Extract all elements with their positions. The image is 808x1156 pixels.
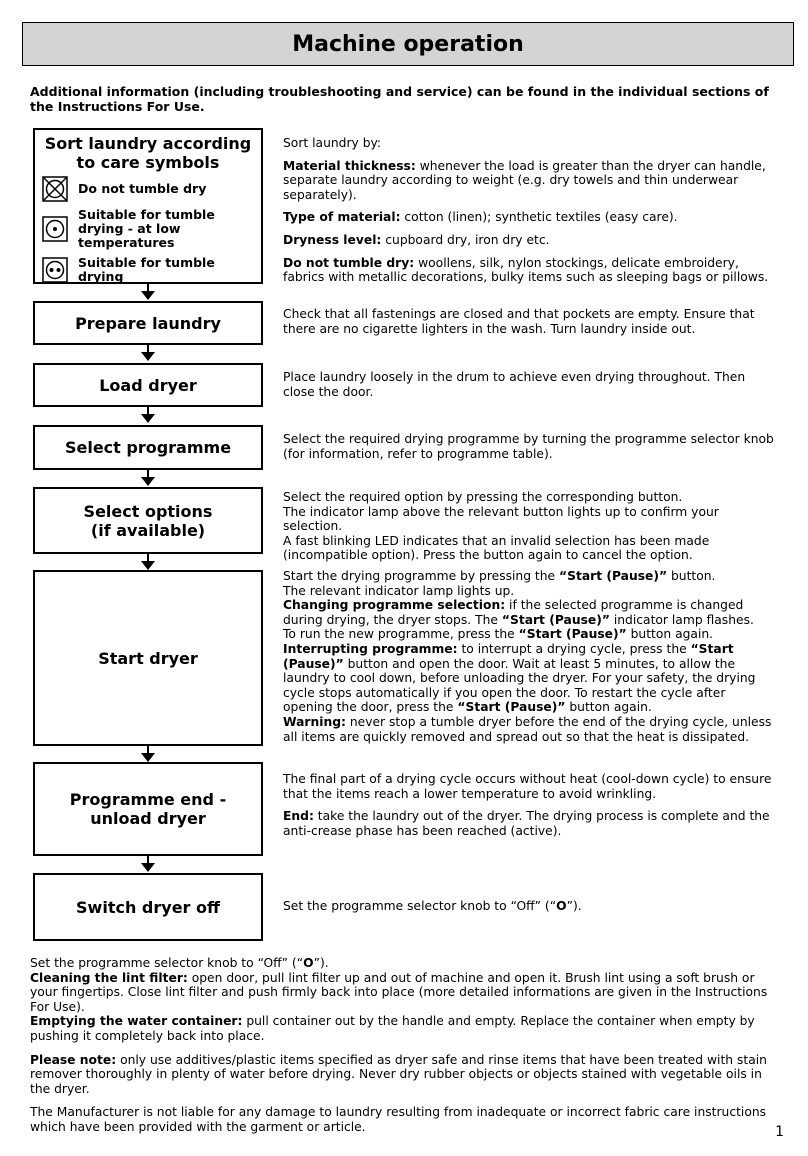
page-number: 1 — [775, 1124, 784, 1140]
step-prepare-laundry — [33, 301, 263, 345]
step-title-line2: (if available) — [90, 520, 206, 540]
step-title-line2: unload dryer — [90, 809, 206, 828]
desc-line: The final part of a drying cycle occurs without heat (cool-down cycle) to ensure that the items reach a lower temperature to avoid wrinkling. — [283, 772, 772, 801]
desc-load-dryer: Place laundry loosely in the drum to achieve even drying throughout. Then close the door. — [283, 370, 746, 399]
flow-arrow-icon — [141, 414, 155, 423]
symbol-row-do-not-tumble — [42, 176, 254, 202]
desc-sort-laundry — [283, 136, 778, 293]
flow-arrow-icon — [141, 863, 155, 872]
desc-line: Select the required option by pressing the corresponding button. — [283, 490, 683, 504]
step-switch-off — [33, 873, 263, 941]
desc-prepare-laundry: Check that all fastenings are closed and that pockets are empty. Ensure that there are no cigarette lighters in the wash. Turn laundry inside out. — [283, 307, 755, 336]
symbol-row-tumble-low — [42, 208, 254, 250]
flow-arrow-icon — [141, 753, 155, 762]
step-select-programme — [33, 425, 263, 470]
desc-line: Start the drying programme by pressing the “Start (Pause)” button. — [283, 569, 716, 583]
desc-line: End: take the laundry out of the dryer. The drying process is complete and the anti-crease phase has been reached (active). — [283, 809, 770, 838]
step-title: Switch dryer off — [76, 897, 220, 917]
step-title-line1: Programme end - — [69, 790, 227, 809]
step-title: Prepare laundry — [75, 313, 221, 333]
step-load-dryer — [33, 363, 263, 407]
step-sort-title: Sort laundry according to care symbols — [44, 134, 252, 172]
flow-arrow-icon — [141, 477, 155, 486]
step-title: Select programme — [64, 438, 232, 457]
desc-select-programme: Select the required drying programme by turning the programme selector knob (for information, refer to programme table). — [283, 432, 774, 461]
desc-sort-item: Dryness level: cupboard dry, iron dry etc. — [283, 232, 550, 247]
desc-sort-item: Material thickness: whenever the load is greater than the dryer can handle, separate laundry according to weight (e.g. dry towels and thin underwear separately). — [283, 158, 766, 202]
desc-line: Changing programme selection: if the selected programme is changed during drying, the dryer stops. The “Start (Pause)” indicator lamp flashes. — [283, 598, 754, 627]
tumble-dry-low-icon — [42, 216, 68, 242]
desc-programme-end — [283, 772, 778, 846]
desc-start-dryer — [283, 569, 778, 744]
desc-select-options — [283, 490, 778, 563]
desc-sort-intro: Sort laundry by: — [283, 136, 382, 150]
tumble-dry-normal-icon — [42, 257, 68, 283]
desc-line: Warning: never stop a tumble dryer before the end of the drying cycle, unless all items are quickly removed and spread out so that the heat is dissipated. — [283, 714, 772, 744]
step-title: Load dryer — [99, 375, 197, 395]
please-note: Please note: only use additives/plastic items specified as dryer safe and rinse items that have been treated with stain remover thoroughly in plenty of water before drying. Never dry rubber objects or objects stained with vegetable oils in the dryer. — [30, 1052, 767, 1096]
step-select-options — [33, 487, 263, 554]
flow-arrow-icon — [141, 291, 155, 300]
symbol-label: Suitable for tumble drying - at low temperatures — [78, 207, 215, 250]
step-start-dryer — [33, 570, 263, 746]
desc-line: A fast blinking LED indicates that an invalid selection has been made (incompatible option). Press the button again to cancel the option. — [283, 533, 710, 563]
flow-arrow-icon — [141, 561, 155, 570]
desc-line: The indicator lamp above the relevant button lights up to confirm your selection. — [283, 504, 719, 534]
page-title-bar — [22, 22, 794, 66]
symbol-label: Suitable for tumble drying — [78, 255, 215, 284]
footer-notes — [30, 956, 775, 1144]
step-title: Start dryer — [98, 648, 198, 668]
symbol-label: Do not tumble dry — [78, 181, 207, 196]
flow-arrow-icon — [141, 352, 155, 361]
step-programme-end — [33, 762, 263, 856]
desc-line: Interrupting programme: to interrupt a drying cycle, press the “Start (Pause)” button and open the door. Wait at least 5 minutes, to allow the laundry to cool down, before unloading the dryer. For your safety, the drying cycle stops automatically if you open the door. To restart the cycle after opening the door, press the “Start (Pause)” button again. — [283, 641, 756, 715]
liability-note: The Manufacturer is not liable for any damage to laundry resulting from inadequate or incorrect fabric care instructions which have been provided with the garment or article. — [30, 1105, 767, 1134]
maintenance-notes: Set the programme selector knob to “Off” (“O”). Cleaning the lint filter: open door, pull lint filter up and out of machine and open it. Brush lint using a soft brush or your fingertips. Close lint filter and push firmly back into place (more detailed informations are given in the Instructions For Use). Emptying the water container: pull container out by the handle and empty. Replace the container when empty by pushing it completely back into place. — [30, 956, 768, 1043]
desc-line: To run the new programme, press the “Start (Pause)” button again. — [283, 627, 714, 642]
step-sort-laundry — [33, 128, 263, 284]
desc-switch-off: Set the programme selector knob to “Off” (“O”). — [283, 899, 582, 913]
desc-line: The relevant indicator lamp lights up. — [283, 583, 515, 598]
desc-sort-item: Do not tumble dry: woollens, silk, nylon stockings, delicate embroidery, fabrics with metallic decorations, bulky items such as sleeping bags or pillows. — [283, 255, 769, 285]
page-title: Machine operation — [292, 31, 524, 57]
symbol-row-tumble-normal — [42, 256, 254, 284]
step-title-line1: Select options — [83, 501, 213, 521]
do-not-tumble-dry-icon — [42, 176, 68, 202]
intro-text: Additional information (including troubleshooting and service) can be found in the individual sections of the Instructions For Use. — [30, 84, 769, 114]
desc-sort-item: Type of material: cotton (linen); synthetic textiles (easy care). — [283, 210, 678, 225]
